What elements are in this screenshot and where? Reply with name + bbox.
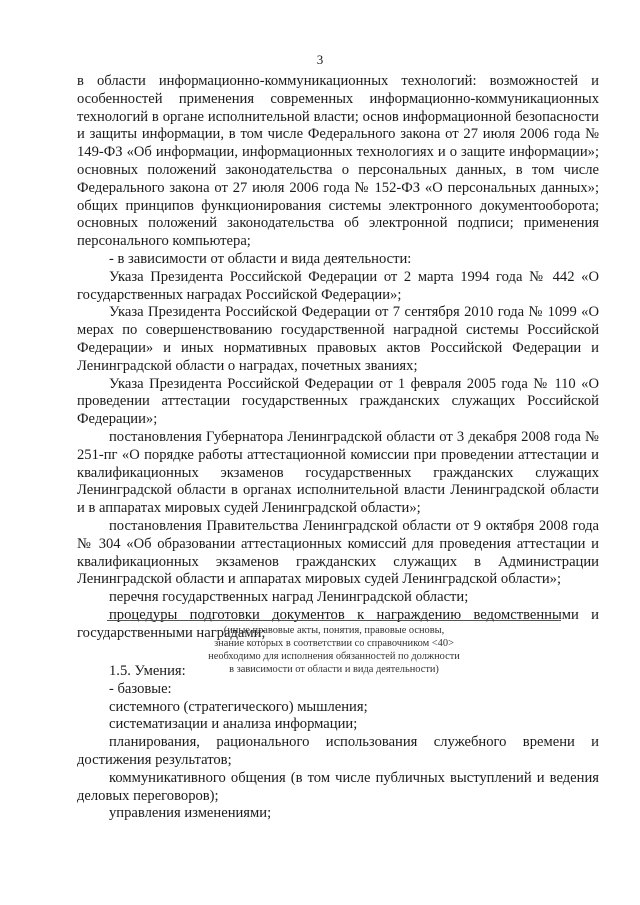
skills-heading: 1.5. Умения:	[109, 663, 186, 679]
skill-item: коммуникативного общения (в том числе публичных выступлений и ведения деловых переговоров);	[77, 769, 599, 804]
paragraph-decree-110: Указа Президента Российской Федерации от 1 февраля 2005 года № 110 «О проведении аттестации государственных гражданских служащих Российской Федерации»;	[77, 375, 599, 428]
skills-section	[77, 663, 599, 823]
paragraph-awards-list: перечня государственных наград Ленинградской области;	[109, 589, 469, 606]
footnote-line: (иные правовые акты, понятия, правовые основы,	[223, 625, 445, 636]
footnote-line: в зависимости от области и вида деятельности)	[229, 664, 439, 675]
skill-item: планирования, рационального использования служебного времени и достижения результатов;	[77, 734, 599, 768]
paragraph-governor-resolution-251: постановления Губернатора Ленинградской области от 3 декабря 2008 года № 251-пг «О порядке работы аттестационной комиссии при проведении аттестации и квалификационных экзаменов государственных гражданских служащих Ленинградской области в органах исполнительной власти Ленинградской области и в аппаратах мировых судей Ленинградской области»;	[77, 428, 599, 517]
footnote-line: знание которых в соответствии со справочником <40>	[214, 638, 454, 649]
paragraph-award-procedure: процедуры подготовки документов к награждению ведомственными и государственными наградами;	[77, 606, 599, 641]
horizontal-divider	[107, 620, 561, 621]
paragraph-by-area: - в зависимости от области и вида деятельности:	[109, 250, 412, 267]
paragraph-decree-1099: Указа Президента Российской Федерации от 7 сентября 2010 года № 1099 «О мерах по совершенствованию государственной наградной системы Российской Федерации» и иных нормативных правовых актов Российской Федерации и Ленинградской области о наградах, почетных званиях;	[77, 304, 599, 374]
skill-item: управления изменениями;	[109, 805, 272, 822]
paragraph-ict-knowledge: в области информационно-коммуникационных технологий: возможностей и особенностей применения современных информационно-коммуникационных технологий в органе исполнительной власти; основ информационной безопасности и защиты информации, в том числе Федерального закона от 27 июля 2006 года № 149-ФЗ «Об информации, информационных технологиях и о защите информации»; основных положений законодательства о персональных данных, в том числе Федерального закона от 27 июля 2006 года № 152-ФЗ «О персональных данных»; общих принципов функционирования системы электронного документооборота; основных положений законодательства об электронной подписи; применения персонального компьютера;	[77, 73, 599, 250]
skills-basic-label: - базовые:	[109, 680, 172, 697]
page-number: 3	[316, 52, 324, 67]
paragraph-government-resolution-304: постановления Правительства Ленинградской области от 9 октября 2008 года № 304 «Об образовании аттестационных комиссий для проведения аттестации и квалификационных экзаменов гражданских служащих в Администрации Ленинградской области и аппаратах мировых судей Ленинградской области»;	[77, 517, 599, 588]
footnote-rule	[107, 620, 561, 621]
footnote-line: необходимо для исполнения обязанностей по должности	[208, 651, 460, 662]
skill-item: систематизации и анализа информации;	[109, 716, 358, 733]
skill-item: системного (стратегического) мышления;	[109, 698, 368, 715]
knowledge-section	[77, 73, 599, 643]
paragraph-decree-442: Указа Президента Российской Федерации от 2 марта 1994 года № 442 «О государственных наградах Российской Федерации»;	[77, 268, 599, 303]
